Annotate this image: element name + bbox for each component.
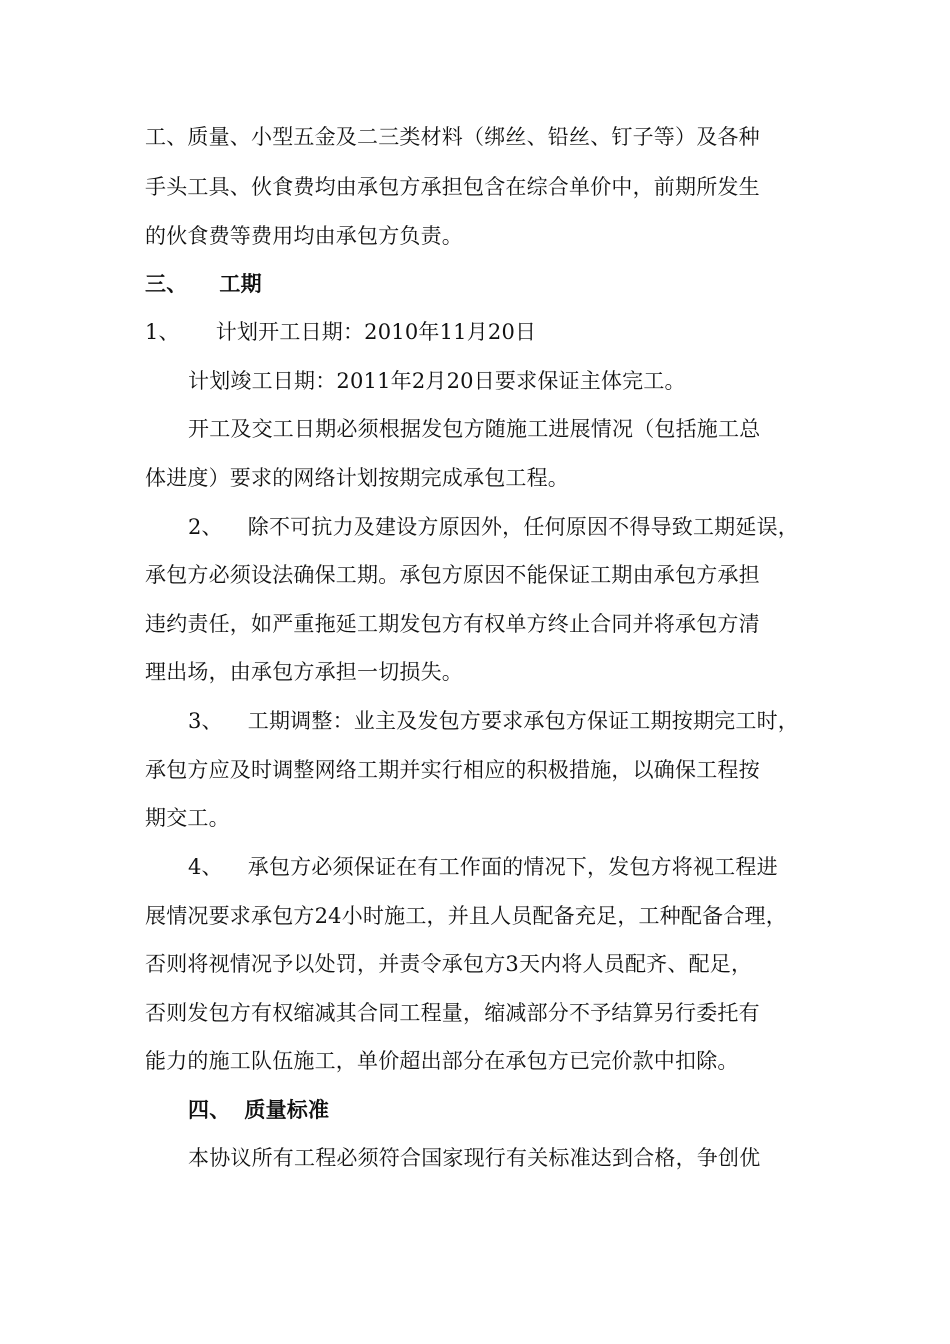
list-item-4 [188,853,778,881]
section-heading-4 [188,1096,329,1124]
item-number: 3、 [188,709,223,733]
item-number: 1、 [145,320,180,344]
paragraph-line: 违约责任，如严重拖延工期发包方有权单方终止合同并将承包方清 [145,612,760,636]
item-number: 2、 [188,515,223,539]
paragraph-line: 承包方必须设法确保工期。承包方原因不能保证工期由承包方承担 [145,563,760,587]
section-number: 四、 [188,1097,231,1122]
start-date: 计划开工日期：2010年11月20日 [215,320,537,344]
paragraph-line: 承包方应及时调整网络工期并实行相应的积极措施，以确保工程按 [145,758,760,782]
end-date: 计划竣工日期：2011年2月20日要求保证主体完工。 [188,369,686,393]
paragraph-line: 能力的施工队伍施工，单价超出部分在承包方已完价款中扣除。 [145,1049,739,1073]
section-number: 三、 [145,271,188,296]
list-item-2 [188,513,799,541]
paragraph-line: 期交工。 [145,806,230,830]
paragraph-line: 的伙食费等费用均由承包方负责。 [145,224,463,248]
paragraph-line: 开工及交工日期必须根据发包方随施工进展情况（包括施工总 [188,417,761,441]
paragraph-line: 否则将视情况予以处罚，并责令承包方3天内将人员配齐、配足， [145,952,753,976]
section-title: 工期 [219,271,262,296]
paragraph-line: 展情况要求承包方24小时施工，并且人员配备充足，工种配备合理， [145,904,787,928]
paragraph-line: 体进度）要求的网络计划按期完成承包工程。 [145,466,569,490]
paragraph-line: 除不可抗力及建设方原因外，任何原因不得导致工期延误， [247,515,799,539]
list-item-3 [188,707,799,735]
paragraph-line: 本协议所有工程必须符合国家现行有关标准达到合格，争创优 [188,1146,761,1170]
list-item-1 [145,318,536,346]
paragraph-line: 理出场，由承包方承担一切损失。 [145,660,463,684]
paragraph-line: 工、质量、小型五金及二三类材料（绑丝、铅丝、钉子等）及各种 [145,125,760,149]
section-heading-3 [145,270,262,298]
paragraph-line: 承包方必须保证在有工作面的情况下，发包方将视工程进 [247,855,778,879]
paragraph-line: 否则发包方有权缩减其合同工程量，缩减部分不予结算另行委托有 [145,1001,760,1025]
item-number: 4、 [188,855,223,879]
paragraph-line: 手头工具、伙食费均由承包方承担包含在综合单价中，前期所发生 [145,175,760,199]
paragraph-line: 工期调整：业主及发包方要求承包方保证工期按期完工时， [247,709,799,733]
section-title: 质量标准 [244,1097,330,1122]
